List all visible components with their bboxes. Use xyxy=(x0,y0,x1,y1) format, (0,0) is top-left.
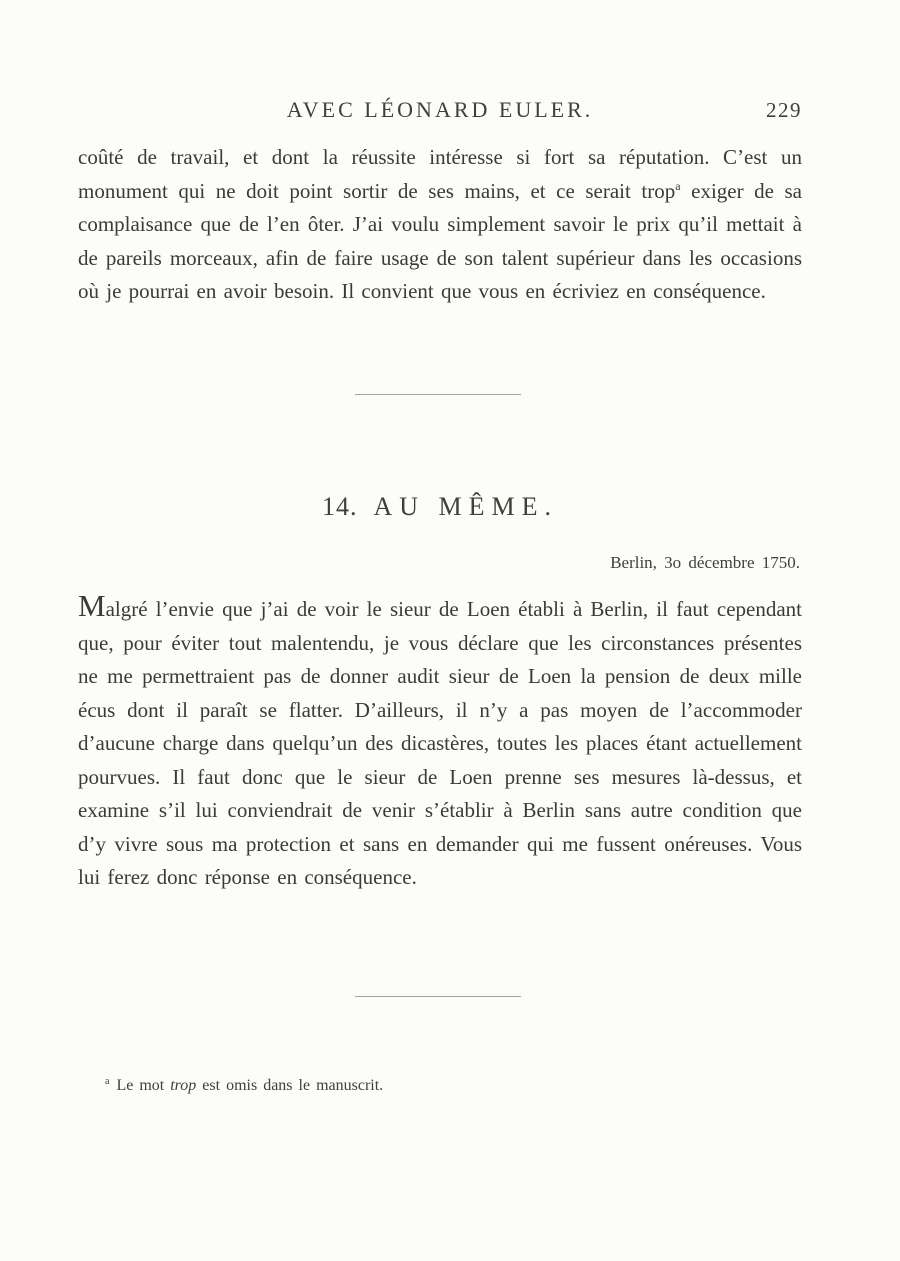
letter-heading xyxy=(78,492,802,522)
footnote xyxy=(105,1077,785,1095)
letter-title: AU MÊME. xyxy=(373,492,559,521)
footnote-text: est omis dans le manuscrit. xyxy=(196,1077,384,1094)
page-number: 229 xyxy=(766,98,802,122)
letter-body xyxy=(78,588,802,895)
initial-capital: M xyxy=(78,588,106,623)
page-header xyxy=(78,97,802,133)
footnote-reference: a xyxy=(675,178,681,193)
dateline: Berlin, 3o décembre 1750. xyxy=(610,553,800,572)
paragraph-continuation xyxy=(78,141,802,309)
paragraph-text: exiger de sa complaisance que de l’en ôter. J’ai voulu simplement savoir le prix qu’il mettait à de pareils morceaux, afin de faire usage de son talent supérieur dans les occasions où je pourrai en avoir besoin. Il convient que vous en écriviez en conséquence. xyxy=(78,178,803,303)
footnote-text: Le mot xyxy=(116,1077,171,1094)
section-divider xyxy=(355,394,521,395)
footnote-italic-word: trop xyxy=(170,1077,197,1094)
running-title: AVEC LÉONARD EULER. xyxy=(286,97,594,122)
paragraph-text: coûté de travail, et dont la réussite intéresse si fort sa réputation. C’est un monument qui ne doit point sortir de ses mains, et ce serait trop xyxy=(78,145,802,203)
paragraph-text: algré l’envie que j’ai de voir le sieur de Loen établi à Berlin, il faut cependant que, pour éviter tout malentendu, je vous déclare que les circonstances présentes ne me permettraient pas de donner audit sieur de Loen la pension de deux mille écus dont il paraît se flatter. D’ailleurs, il n’y a pas moyen de l’accommoder d’aucune charge dans quelqu’un des dicastères, toutes les places étant actuellement pourvues. Il faut donc que le sieur de Loen prenne ses mesures là-dessus, et examine s’il lui conviendrait de venir s’établir à Berlin sans autre condition que d’y vivre sous ma protection et sans en demander qui me fussent onéreuses. Vous lui ferez donc réponse en conséquence. xyxy=(78,597,802,889)
footnote-marker: a xyxy=(105,1075,110,1087)
letter-number: 14. xyxy=(321,492,358,521)
footnote-divider xyxy=(355,996,521,997)
